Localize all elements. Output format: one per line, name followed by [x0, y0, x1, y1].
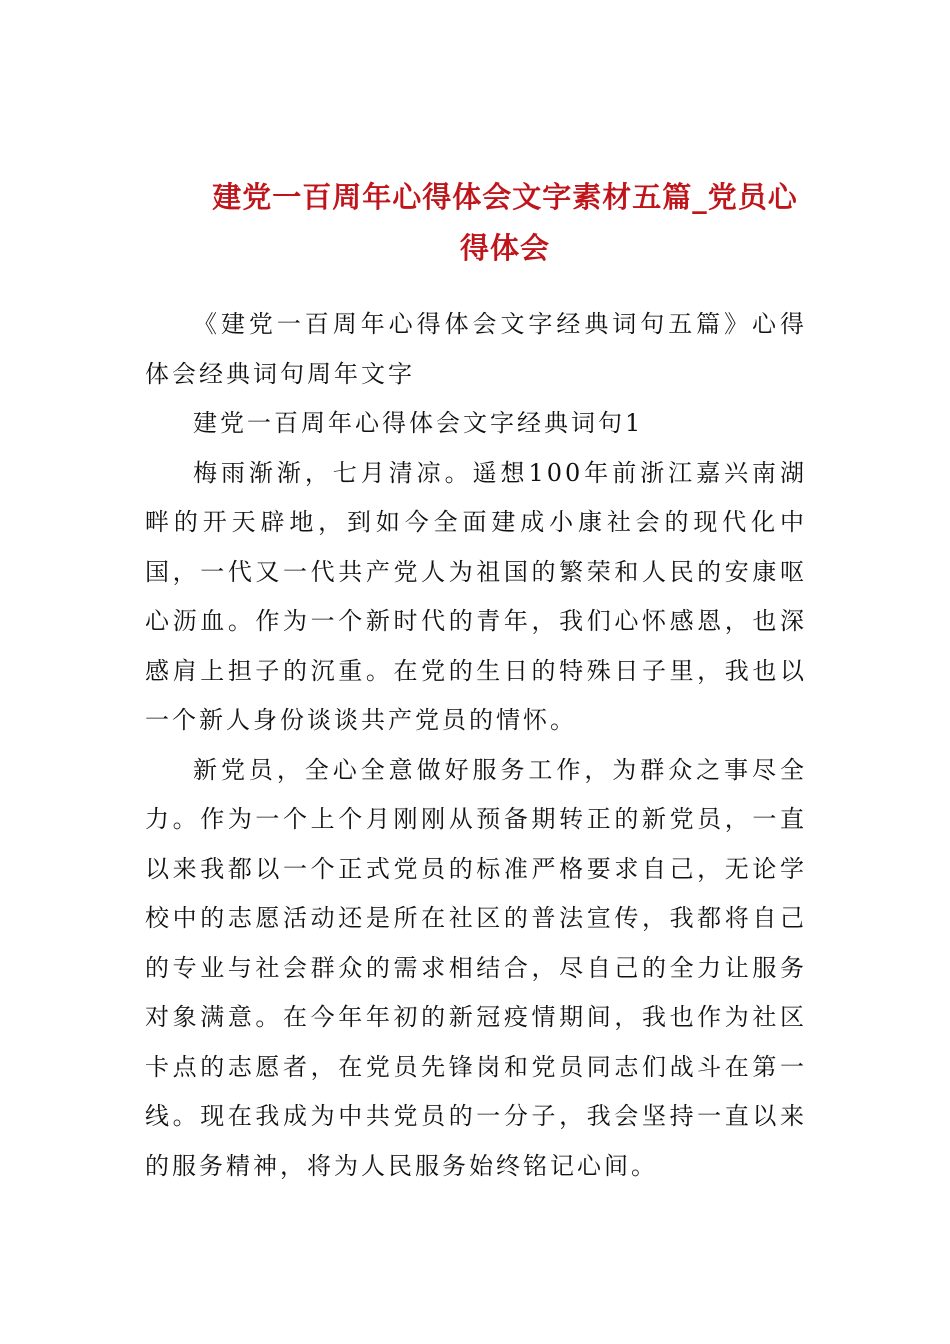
- section-heading: 建党一百周年心得体会文字经典词句1: [193, 409, 644, 437]
- body-paragraph-2: 新党员，全心全意做好服务工作，为群众之事尽全力。作为一个上个月刚刚从预备期转正的新党员，一直以来我都以一个正式党员的标准严格要求自己，无论学校中的志愿活动还是所在社区的普法宣传，我都将自己的专业与社会群众的需求相结合，尽自己的全力让服务对象满意。在今年年初的新冠疫情期间，我也作为社区卡点的志愿者，在党员先锋岗和党员同志们战斗在第一线。现在我成为中共党员的一分子，我会坚持一直以来的服务精神，将为人民服务始终铭记心间。: [145, 755, 807, 1180]
- document-body: [145, 300, 807, 1191]
- intro-paragraph: 《建党一百周年心得体会文字经典词句五篇》心得体会经典词句周年文字: [145, 310, 807, 388]
- document-title: 建党一百周年心得体会文字素材五篇_党员心得体会: [212, 180, 798, 265]
- body-paragraph-1: 梅雨渐渐，七月清凉。遥想100年前浙江嘉兴南湖畔的开天辟地，到如今全面建成小康社会的现代化中国，一代又一代共产党人为祖国的繁荣和人民的安康呕心沥血。作为一个新时代的青年，我们心怀感恩，也深感肩上担子的沉重。在党的生日的特殊日子里，我也以一个新人身份谈谈共产党员的情怀。: [145, 458, 807, 734]
